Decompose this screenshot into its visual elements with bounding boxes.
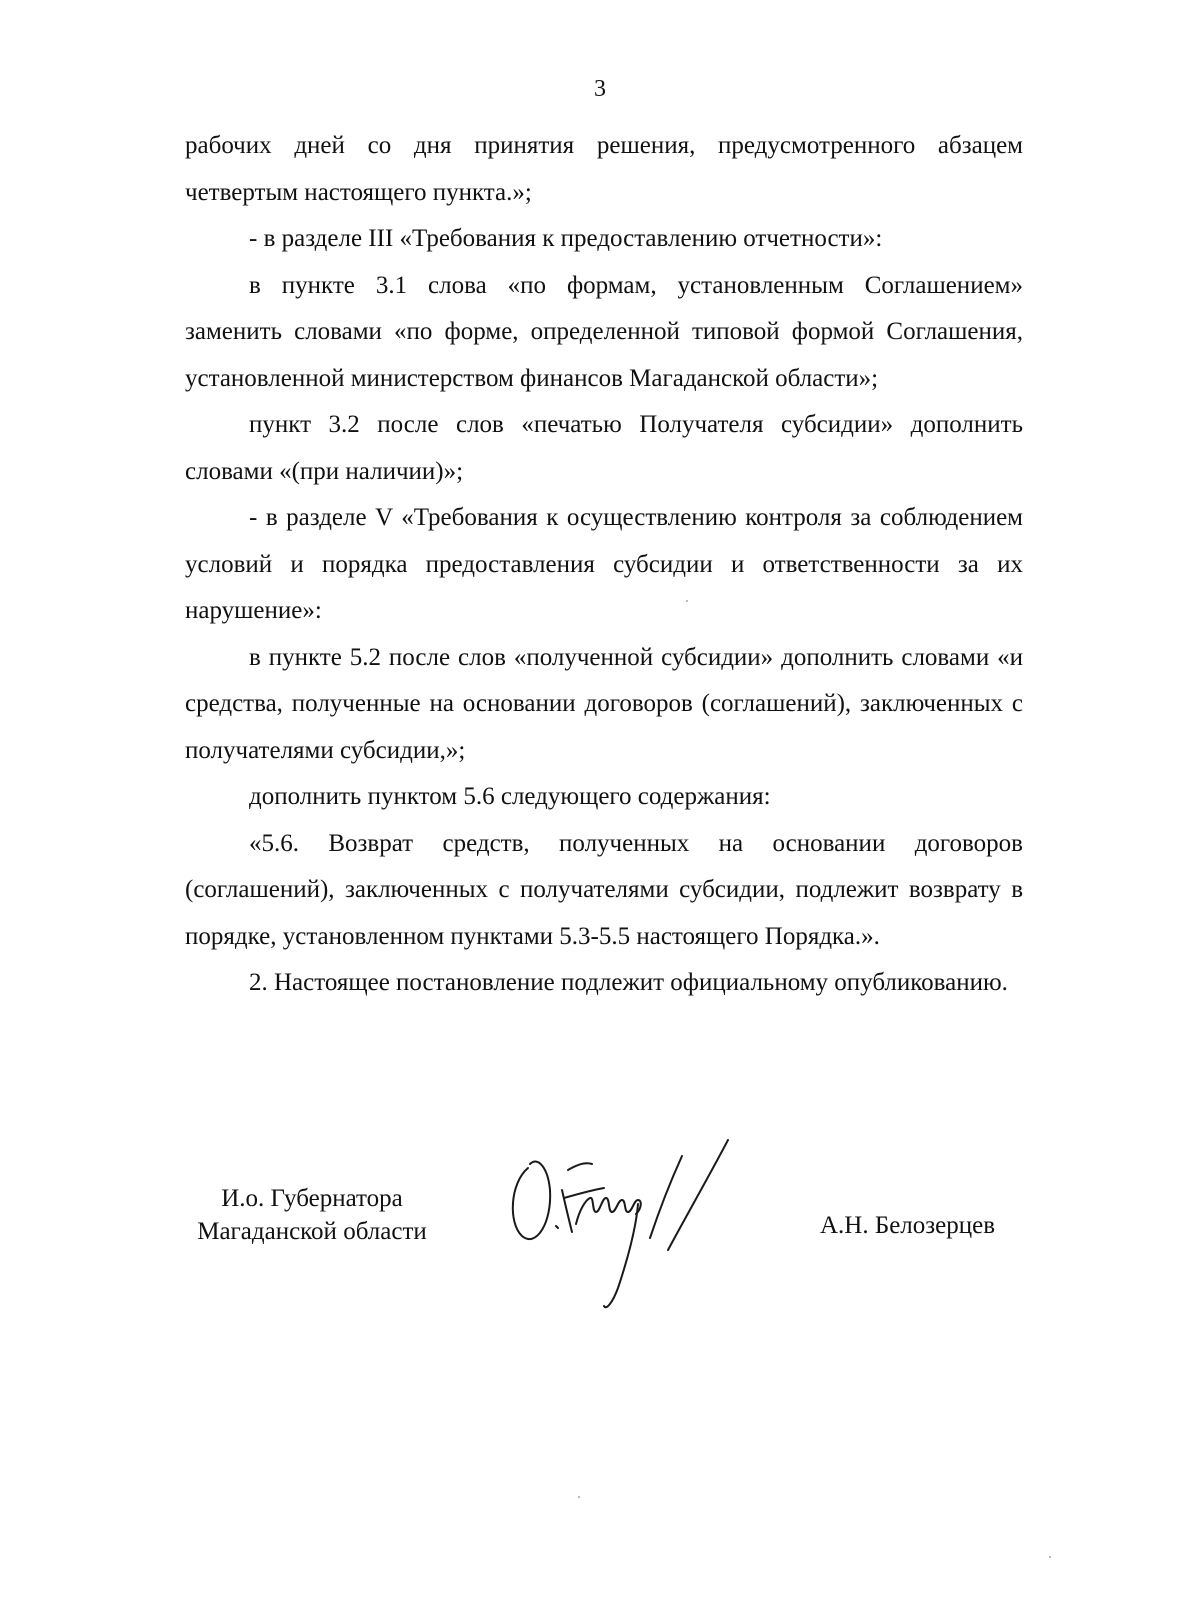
signatory-title <box>188 1182 436 1248</box>
scan-speck <box>1049 1556 1051 1558</box>
paragraph-point-5-6-text: «5.6. Возврат средств, полученных на основании договоров (соглашений), заключенных с получателями субсидии, подлежит возврату в порядке, установленном пунктами 5.3-5.5 настоящего Порядка.». <box>185 829 1023 950</box>
paragraph-section-v: - в разделе V «Требования к осуществлению контроля за соблюдением условий и порядка предоставления субсидии и ответственности за их нарушение»: <box>185 504 1023 624</box>
signatory-name: А.Н. Белозерцев <box>820 1212 996 1239</box>
scan-speck <box>686 600 688 602</box>
page-number: 3 <box>594 76 606 102</box>
signatory-title-line-1: И.о. Губернатора <box>221 1185 403 1212</box>
scan-speck <box>578 1496 580 1498</box>
paragraph-point-5-2: в пункте 5.2 после слов «полученной субсидии» дополнить словами «и средства, полученные на основании договоров (соглашений), заключенных с получателями субсидии,»; <box>185 643 1023 764</box>
paragraph-add-point-5-6: дополнить пунктом 5.6 следующего содержания: <box>249 783 771 810</box>
paragraph-clause-2: 2. Настоящее постановление подлежит официальному опубликованию. <box>249 969 1008 996</box>
paragraph-point-3-1: в пункте 3.1 слова «по формам, установленным Соглашением» заменить словами «по форме, определенной типовой формой Соглашения, установленной министерством финансов Магаданской области»; <box>185 271 1023 392</box>
document-body <box>185 123 1023 1007</box>
paragraph-point-3-2: пункт 3.2 после слов «печатью Получателя субсидии» дополнить словами «(при наличии)»; <box>185 411 1023 485</box>
signatory-title-line-2: Магаданской области <box>197 1218 427 1245</box>
handwritten-signature <box>500 1128 750 1318</box>
paragraph-section-iii: - в разделе III «Требования к предоставлению отчетности»: <box>249 225 883 252</box>
paragraph-continuation: рабочих дней со дня принятия решения, предусмотренного абзацем четвертым настоящего пункта.»; <box>185 132 1023 206</box>
